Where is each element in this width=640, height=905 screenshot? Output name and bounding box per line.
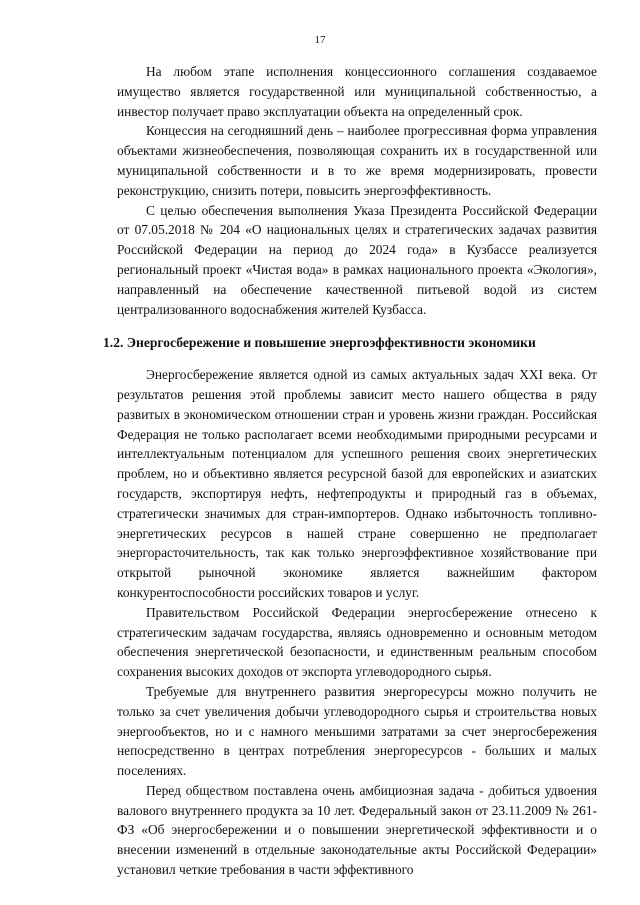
paragraph-energy-saving-intro: Энергосбережение является одной из самых актуальных задач XXI века. От результатов решения этой проблемы зависит место нашего общества в ряду развитых в экономическом отношении стран и уровень жизни граждан. Российская Федерация не только располагает всеми необходимыми природными ресурсами и интеллектуальным потенциалом для успешного решения своих энергетических проблем, но и объективно является ресурсной базой для европейских и азиатских государств, экспортируя нефть, нефтепродукты и природный газ в объемах, стратегически значимых для стран-импортеров. Однако избыточность топливно-энергетических ресурсов в нашей стране совершенно не предполагает энергорасточительность, так как только энергоэффективное хозяйствование при открытой рыночной экономике является важнейшим фактором конкурентоспособности российских товаров и услуг. (117, 367, 597, 600)
paragraph-internal-development: Требуемые для внутреннего развития энергоресурсы можно получить не только за счет увеличения добычи углеводородного сырья и строительства новых энергообъектов, но и с намного меньшими затратами за счет энергосбережения непосредственно в центрах потребления энергоресурсов - больших и малых поселениях. (117, 683, 597, 779)
paragraph-government-strategy: Правительством Российской Федерации энергосбережение отнесено к стратегическим задачам государства, являясь одновременно и основным методом обеспечения энергетической безопасности, и единственным реальным способом сохранения высоких доходов от экспорта углеводородного сырья. (117, 604, 597, 680)
document-body (103, 62, 597, 880)
page-number: 17 (314, 34, 326, 46)
paragraph-clean-water-project: С целью обеспечения выполнения Указа Президента Российской Федерации от 07.05.2018 № 204 «О национальных целях и стратегических задачах развития Российской Федерации на период до 2024 года» в Кузбассе реализуется региональный проект «Чистая вода» в рамках национального проекта «Экология», направленный на обеспечение качественной питьевой водой из систем централизованного водоснабжения жителей Кузбасса. (117, 202, 597, 317)
section-heading: 1.2. Энергосбережение и повышение энергоэффективности экономики (103, 335, 536, 351)
paragraph-concession-property: На любом этапе исполнения концессионного соглашения создаваемое имущество является государственной или муниципальной собственностью, а инвестор получает право эксплуатации объекта на определенный срок. (117, 64, 597, 119)
paragraph-gdp-doubling: Перед обществом поставлена очень амбициозная задача - добиться удвоения валового внутреннего продукта за 10 лет. Федеральный закон от 23.11.2009 № 261-ФЗ «Об энергосбережении и о повышении энергетической эффективности и о внесении изменений в отдельные законодательные акты Российской Федерации» установил четкие требования в части эффективного (117, 782, 597, 878)
paragraph-concession-today: Концессия на сегодняшний день – наиболее прогрессивная форма управления объектами жизнеобеспечения, позволяющая сохранить их в государственной или муниципальной собственности и в то же время модернизировать, провести реконструкцию, снизить потери, повысить энергоэффективность. (117, 123, 597, 198)
